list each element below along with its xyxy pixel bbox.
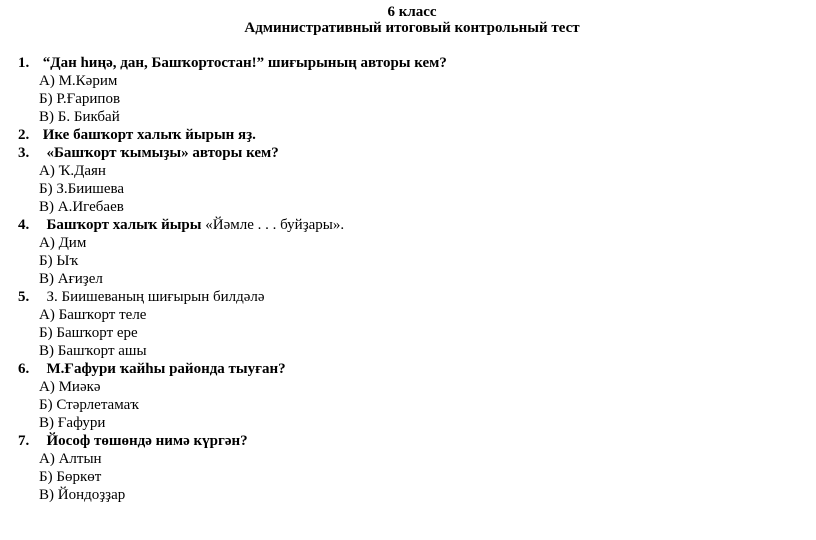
answer-option: В) Башҡорт ашы <box>39 343 147 359</box>
question-2 <box>18 126 798 144</box>
answer-option: Б) З.Биишева <box>39 181 125 197</box>
question-number: 3. <box>18 145 30 161</box>
question-5 <box>18 288 798 306</box>
answer-option: В) Б. Бикбай <box>39 109 120 125</box>
question-text-bold: Йософ төшөндә нимә күргән? <box>39 433 248 449</box>
question-4 <box>18 216 798 234</box>
answer-option: Б) Стәрлетамаҡ <box>39 397 139 413</box>
question-1 <box>18 54 798 72</box>
question-number: 2. <box>18 127 30 143</box>
question-list <box>18 54 798 504</box>
question-text-bold: “Дан һиңә, дан, Башҡортостан!” шиғырының авторы кем? <box>39 55 447 71</box>
answer-option: А) Алтын <box>39 451 102 467</box>
question-7 <box>18 432 798 450</box>
answer-option: Б) Башҡорт ере <box>39 325 138 341</box>
question-number: 7. <box>18 433 30 449</box>
question-text-plain: «Йәмле . . . буйҙары». <box>205 217 345 233</box>
answer-option: А) Миәкә <box>39 379 101 395</box>
answer-option: Б) Бөркөт <box>39 469 102 485</box>
answer-option: А) Башҡорт теле <box>39 307 147 323</box>
question-number: 5. <box>18 289 30 305</box>
question-6 <box>18 360 798 378</box>
answer-option: А) Ҡ.Даян <box>39 163 106 179</box>
answer-option: А) Дим <box>39 235 87 251</box>
answer-option: В) Йондоҙҙар <box>39 487 126 503</box>
question-text-bold: Башҡорт халыҡ йыры <box>39 217 206 233</box>
question-number: 6. <box>18 361 30 377</box>
question-number: 1. <box>18 55 30 71</box>
answer-option: В) А.Игебаев <box>39 199 124 215</box>
question-text-bold: «Башҡорт ҡымыҙы» авторы кем? <box>39 145 279 161</box>
question-text-plain: З. Биишеваның шиғырын билдәлә <box>39 289 265 305</box>
question-text-bold: М.Ғафури ҡайһы районда тыуған? <box>39 361 286 377</box>
answer-option: В) Ғафури <box>39 415 106 431</box>
question-3 <box>18 144 798 162</box>
question-text-bold: Ике башҡорт халыҡ йырын яҙ. <box>39 127 256 143</box>
answer-option: Б) Р.Ғарипов <box>39 91 121 107</box>
grade-heading: 6 класс <box>387 4 437 20</box>
test-title: Административный итоговый контрольный тест <box>244 20 580 36</box>
answer-option: В) Ағиҙел <box>39 271 103 287</box>
answer-option: А) М.Кәрим <box>39 73 118 89</box>
question-number: 4. <box>18 217 30 233</box>
answer-option: Б) Ыҡ <box>39 253 79 269</box>
